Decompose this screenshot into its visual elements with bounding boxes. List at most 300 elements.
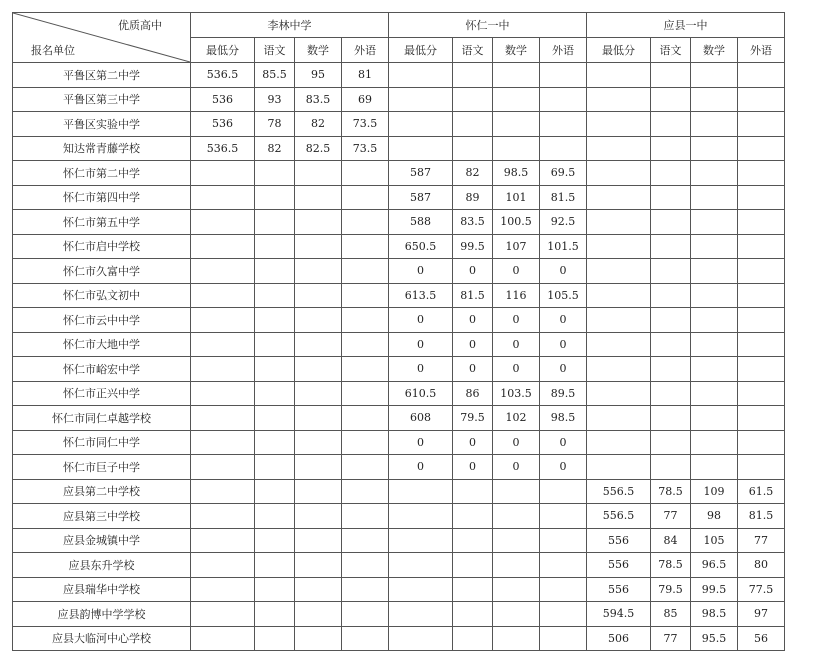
score-cell: 69.5 (540, 161, 587, 186)
subheader-chinese: 语文 (651, 38, 691, 63)
score-cell (493, 479, 540, 504)
score-cell (191, 553, 255, 578)
registration-school-name: 平鲁区实验中学 (13, 112, 191, 137)
corner-top-label: 优质高中 (118, 19, 162, 32)
score-cell (738, 406, 785, 431)
score-cell (342, 626, 389, 651)
registration-school-name: 怀仁市巨子中学 (13, 455, 191, 480)
subheader-min-score: 最低分 (191, 38, 255, 63)
score-cell (540, 577, 587, 602)
score-cell (342, 528, 389, 553)
score-cell (295, 602, 342, 627)
score-cell (691, 357, 738, 382)
table-row (13, 259, 785, 284)
score-cell (342, 455, 389, 480)
score-cell (651, 185, 691, 210)
score-cell: 95 (295, 63, 342, 88)
registration-school-name: 怀仁市大地中学 (13, 332, 191, 357)
score-cell: 79.5 (651, 577, 691, 602)
table-row (13, 381, 785, 406)
score-cell (738, 161, 785, 186)
registration-school-name: 知达常青藤学校 (13, 136, 191, 161)
score-cell: 116 (493, 283, 540, 308)
score-cell (389, 504, 453, 529)
score-cell: 99.5 (691, 577, 738, 602)
score-cell: 98.5 (493, 161, 540, 186)
score-cell (493, 626, 540, 651)
score-cell: 86 (453, 381, 493, 406)
score-cell: 0 (540, 430, 587, 455)
registration-school-name: 怀仁市云中中学 (13, 308, 191, 333)
score-cell (295, 504, 342, 529)
score-cell (453, 63, 493, 88)
score-cell (389, 577, 453, 602)
score-cell: 101 (493, 185, 540, 210)
registration-school-name: 怀仁市久富中学 (13, 259, 191, 284)
score-cell (342, 210, 389, 235)
score-cell (493, 577, 540, 602)
score-cell (295, 577, 342, 602)
score-cell: 109 (691, 479, 738, 504)
score-cell: 587 (389, 161, 453, 186)
score-cell (295, 357, 342, 382)
score-cell (255, 528, 295, 553)
score-cell (691, 87, 738, 112)
table-row (13, 357, 785, 382)
score-cell (389, 479, 453, 504)
registration-school-name: 应县大临河中心学校 (13, 626, 191, 651)
score-cell (255, 283, 295, 308)
score-cell: 0 (540, 308, 587, 333)
score-cell (255, 504, 295, 529)
score-cell: 594.5 (587, 602, 651, 627)
score-cell (691, 430, 738, 455)
score-cell (651, 87, 691, 112)
score-cell (651, 259, 691, 284)
score-cell (191, 455, 255, 480)
score-cell (691, 332, 738, 357)
score-cell (295, 161, 342, 186)
score-cell: 556 (587, 553, 651, 578)
score-cell (342, 406, 389, 431)
score-cell (651, 308, 691, 333)
subheader-min-score: 最低分 (587, 38, 651, 63)
score-cell (691, 455, 738, 480)
score-cell (691, 381, 738, 406)
score-cell: 82 (255, 136, 295, 161)
score-cell (191, 259, 255, 284)
score-cell: 77 (651, 626, 691, 651)
score-cell (651, 112, 691, 137)
table-row (13, 161, 785, 186)
score-cell: 556 (587, 528, 651, 553)
high-school-header: 应县一中 (587, 13, 785, 38)
table-row (13, 185, 785, 210)
subheader-foreign-language: 外语 (540, 38, 587, 63)
score-cell (493, 112, 540, 137)
subheader-math: 数学 (493, 38, 540, 63)
score-cell (691, 185, 738, 210)
score-cell (255, 332, 295, 357)
score-cell: 83.5 (453, 210, 493, 235)
score-cell: 0 (389, 259, 453, 284)
score-cell: 81 (342, 63, 389, 88)
score-cell (342, 479, 389, 504)
score-cell: 105 (691, 528, 738, 553)
score-cell (651, 332, 691, 357)
score-cell (191, 430, 255, 455)
score-cell: 0 (493, 259, 540, 284)
score-cell (295, 626, 342, 651)
score-cell (255, 185, 295, 210)
score-cell (738, 308, 785, 333)
score-cell: 79.5 (453, 406, 493, 431)
score-cell (587, 381, 651, 406)
score-cell: 85 (651, 602, 691, 627)
score-cell (493, 553, 540, 578)
score-cell (389, 112, 453, 137)
score-cell (691, 210, 738, 235)
score-cell (389, 626, 453, 651)
score-cell (540, 626, 587, 651)
score-cell (540, 602, 587, 627)
score-cell: 96.5 (691, 553, 738, 578)
score-cell (295, 406, 342, 431)
registration-school-name: 怀仁市第二中学 (13, 161, 191, 186)
table-row (13, 210, 785, 235)
score-cell (389, 553, 453, 578)
score-cell: 0 (493, 455, 540, 480)
score-cell: 100.5 (493, 210, 540, 235)
score-cell (342, 283, 389, 308)
table-row (13, 528, 785, 553)
score-cell (651, 406, 691, 431)
registration-school-name: 应县第三中学校 (13, 504, 191, 529)
score-cell (191, 381, 255, 406)
score-cell (493, 63, 540, 88)
score-cell (255, 479, 295, 504)
score-cell (255, 259, 295, 284)
score-cell (738, 430, 785, 455)
score-cell (342, 430, 389, 455)
score-cell (342, 553, 389, 578)
score-cell (342, 308, 389, 333)
score-cell (342, 602, 389, 627)
score-cell (540, 63, 587, 88)
score-cell: 98 (691, 504, 738, 529)
score-cell (493, 87, 540, 112)
table-row (13, 479, 785, 504)
table-row (13, 112, 785, 137)
score-cell: 89.5 (540, 381, 587, 406)
score-cell (691, 161, 738, 186)
score-cell (453, 528, 493, 553)
score-cell (295, 430, 342, 455)
table-row (13, 602, 785, 627)
score-cell: 556.5 (587, 504, 651, 529)
score-cell: 84 (651, 528, 691, 553)
score-cell: 73.5 (342, 112, 389, 137)
score-cell (651, 210, 691, 235)
registration-school-name: 怀仁市启中学校 (13, 234, 191, 259)
score-cell (255, 210, 295, 235)
score-cell (587, 136, 651, 161)
score-cell (342, 234, 389, 259)
score-cell (191, 283, 255, 308)
table-row (13, 332, 785, 357)
subheader-chinese: 语文 (453, 38, 493, 63)
score-cell (493, 528, 540, 553)
score-cell (493, 602, 540, 627)
score-cell (191, 332, 255, 357)
score-cell: 93 (255, 87, 295, 112)
score-cell (453, 626, 493, 651)
score-cell (493, 504, 540, 529)
score-cell (738, 87, 785, 112)
score-cell: 77.5 (738, 577, 785, 602)
table-row (13, 577, 785, 602)
score-cell (453, 602, 493, 627)
score-cell (587, 308, 651, 333)
score-cell: 56 (738, 626, 785, 651)
score-cell (342, 357, 389, 382)
subheader-foreign-language: 外语 (738, 38, 785, 63)
high-school-header: 李林中学 (191, 13, 389, 38)
registration-school-name: 怀仁市第五中学 (13, 210, 191, 235)
registration-school-name: 怀仁市第四中学 (13, 185, 191, 210)
score-cell (295, 455, 342, 480)
score-cell (691, 234, 738, 259)
registration-school-name: 应县第二中学校 (13, 479, 191, 504)
score-cell (191, 626, 255, 651)
score-cell (191, 577, 255, 602)
score-cell (691, 259, 738, 284)
score-cell (587, 234, 651, 259)
score-cell: 0 (453, 357, 493, 382)
score-cell (453, 136, 493, 161)
score-cell: 105.5 (540, 283, 587, 308)
score-cell (389, 602, 453, 627)
score-cell: 81.5 (738, 504, 785, 529)
score-cell (295, 381, 342, 406)
score-cell: 78 (255, 112, 295, 137)
score-cell (295, 308, 342, 333)
score-cell: 0 (540, 332, 587, 357)
score-cell (453, 504, 493, 529)
score-cell (255, 455, 295, 480)
registration-school-name: 怀仁市峪宏中学 (13, 357, 191, 382)
score-cell: 608 (389, 406, 453, 431)
table-row (13, 87, 785, 112)
score-cell (587, 455, 651, 480)
score-cell (651, 283, 691, 308)
score-cell (191, 602, 255, 627)
score-cell (453, 479, 493, 504)
score-cell (587, 357, 651, 382)
score-cell: 0 (540, 259, 587, 284)
score-cell (691, 63, 738, 88)
score-cell (738, 283, 785, 308)
score-cell (295, 210, 342, 235)
score-cell (651, 63, 691, 88)
score-cell (295, 479, 342, 504)
table-row (13, 63, 785, 88)
registration-school-name: 怀仁市弘文初中 (13, 283, 191, 308)
score-cell (587, 161, 651, 186)
score-cell (691, 406, 738, 431)
score-cell: 98.5 (691, 602, 738, 627)
score-cell: 0 (540, 357, 587, 382)
score-cell (342, 259, 389, 284)
score-cell: 0 (493, 308, 540, 333)
score-cell (255, 602, 295, 627)
score-cell (255, 430, 295, 455)
table-body (13, 63, 785, 651)
score-cell (651, 455, 691, 480)
corner-header-cell (13, 13, 191, 63)
score-cell: 98.5 (540, 406, 587, 431)
score-cell (738, 357, 785, 382)
score-cell: 650.5 (389, 234, 453, 259)
score-cell (738, 455, 785, 480)
registration-school-name: 平鲁区第三中学 (13, 87, 191, 112)
score-cell: 82 (295, 112, 342, 137)
score-cell (191, 406, 255, 431)
score-cell (738, 136, 785, 161)
score-cell (389, 87, 453, 112)
score-cell (587, 63, 651, 88)
score-cell (255, 161, 295, 186)
score-cell (191, 528, 255, 553)
table-row (13, 136, 785, 161)
score-cell (540, 87, 587, 112)
table-row (13, 430, 785, 455)
score-cell: 587 (389, 185, 453, 210)
score-cell: 0 (453, 455, 493, 480)
score-cell (738, 210, 785, 235)
registration-school-name: 怀仁市同仁中学 (13, 430, 191, 455)
score-cell: 69 (342, 87, 389, 112)
table-row (13, 234, 785, 259)
score-cell (191, 210, 255, 235)
corner-bottom-label: 报名单位 (31, 44, 75, 57)
registration-school-name: 应县瑞华中学校 (13, 577, 191, 602)
score-cell (651, 234, 691, 259)
score-cell (295, 553, 342, 578)
score-cell: 83.5 (295, 87, 342, 112)
subheader-math: 数学 (691, 38, 738, 63)
score-cell: 0 (389, 332, 453, 357)
registration-school-name: 应县东升学校 (13, 553, 191, 578)
score-cell (540, 528, 587, 553)
score-cell: 536 (191, 87, 255, 112)
score-cell: 107 (493, 234, 540, 259)
score-cell (738, 185, 785, 210)
score-cell: 0 (493, 332, 540, 357)
subheader-chinese: 语文 (255, 38, 295, 63)
score-cell (342, 504, 389, 529)
score-cell (191, 357, 255, 382)
score-cell: 0 (453, 430, 493, 455)
score-cell (453, 553, 493, 578)
score-cell: 97 (738, 602, 785, 627)
score-cell (295, 528, 342, 553)
score-cell (342, 381, 389, 406)
score-cell (255, 381, 295, 406)
score-cell (691, 283, 738, 308)
score-cell (691, 112, 738, 137)
score-cell: 0 (389, 455, 453, 480)
score-cell (587, 112, 651, 137)
score-cell (540, 112, 587, 137)
score-cell: 73.5 (342, 136, 389, 161)
score-cell (295, 332, 342, 357)
score-cell (191, 234, 255, 259)
score-cell: 82.5 (295, 136, 342, 161)
score-cell (587, 210, 651, 235)
score-cell (651, 161, 691, 186)
score-cell: 0 (453, 308, 493, 333)
score-cell (191, 161, 255, 186)
table-row (13, 308, 785, 333)
score-cell: 80 (738, 553, 785, 578)
score-cell: 0 (453, 259, 493, 284)
score-cell: 101.5 (540, 234, 587, 259)
score-cell: 536 (191, 112, 255, 137)
score-cell (738, 234, 785, 259)
score-cell (342, 577, 389, 602)
score-cell: 536.5 (191, 63, 255, 88)
score-cell (738, 332, 785, 357)
table-row (13, 626, 785, 651)
score-cell (540, 479, 587, 504)
high-school-header: 怀仁一中 (389, 13, 587, 38)
score-cell: 0 (493, 357, 540, 382)
score-cell: 85.5 (255, 63, 295, 88)
score-cell (540, 504, 587, 529)
score-cell: 506 (587, 626, 651, 651)
score-cell (255, 626, 295, 651)
table-row (13, 504, 785, 529)
score-cell: 78.5 (651, 553, 691, 578)
score-table-container (12, 12, 785, 651)
score-cell (342, 332, 389, 357)
score-cell (191, 479, 255, 504)
score-cell (453, 112, 493, 137)
score-cell (587, 332, 651, 357)
score-cell: 0 (453, 332, 493, 357)
score-cell (255, 406, 295, 431)
score-cell (255, 308, 295, 333)
score-cell: 0 (493, 430, 540, 455)
score-cell: 0 (389, 430, 453, 455)
score-cell: 0 (389, 308, 453, 333)
score-cell: 536.5 (191, 136, 255, 161)
score-cell (651, 381, 691, 406)
score-cell (691, 136, 738, 161)
score-cell: 82 (453, 161, 493, 186)
score-cell: 610.5 (389, 381, 453, 406)
registration-school-name: 怀仁市同仁卓越学校 (13, 406, 191, 431)
score-cell: 92.5 (540, 210, 587, 235)
score-cell: 95.5 (691, 626, 738, 651)
score-cell: 81.5 (453, 283, 493, 308)
score-cell: 81.5 (540, 185, 587, 210)
score-cell (295, 283, 342, 308)
registration-school-name: 应县韵博中学学校 (13, 602, 191, 627)
score-cell (738, 112, 785, 137)
score-cell (738, 259, 785, 284)
